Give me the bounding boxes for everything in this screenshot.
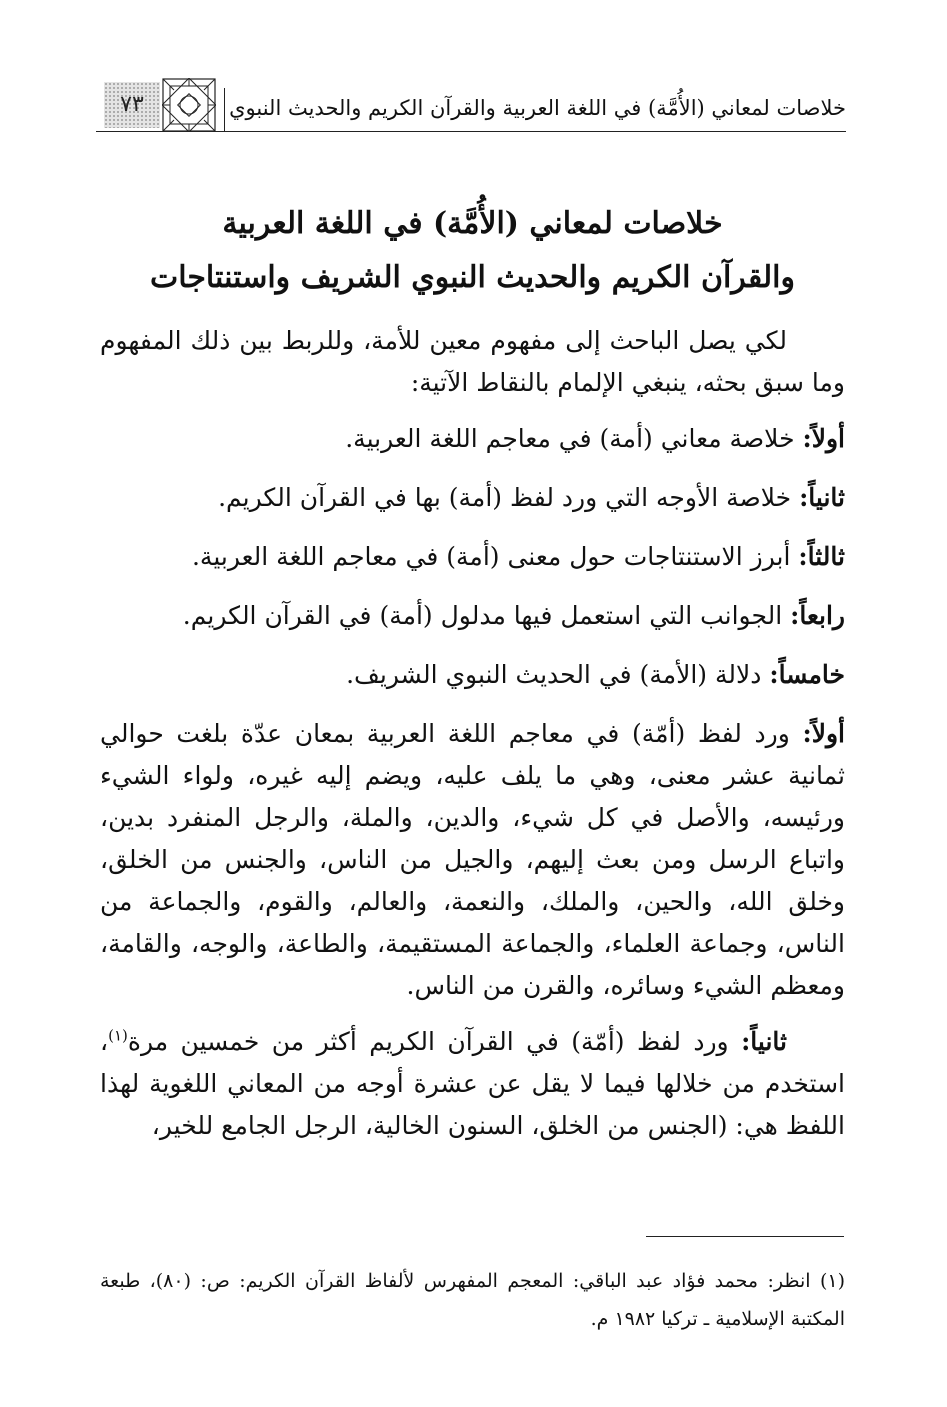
section-1-paragraph [100,713,845,1007]
running-header [96,72,846,134]
header-rule [96,131,846,132]
section-1-text: ورد لفظ (أمّة) في معاجم اللغة العربية بمعان عدّة بلغت حوالي ثمانية عشر معنى، وهي ما يلف عليه، ويضم إليه غيره، ولواء الشيء ورئيسه، والأصل في كل شيء، والدين، والملة، والرجل المنفرد بدين، واتباع الرسل ومن بعث إليهم، والجيل من الناس، والجنس من الخلق، وخلق الله، والحين، والملك، والنعمة، والعالم، والقوم، والجماعة من الناس، وجماعة العلماء، والجماعة المستقيمة، والطاعة، والوجه، والقامة، ومعظم الشيء وسائره، والقرن من الناس. [100,719,845,1000]
intro-paragraph: لكي يصل الباحث إلى مفهوم معين للأمة، وللربط بين ذلك المفهوم وما سبق بحثه، ينبغي الإلمام بالنقاط الآتية: [100,326,845,397]
section-2-text: ورد لفظ (أمّة) في القرآن الكريم أكثر من خمسين مرة [127,1027,742,1056]
point-2 [100,477,845,519]
point-2-lead: ثانياً: [799,483,845,512]
footnote-ref-1[interactable]: (١) [108,1026,128,1045]
footnote-1: (١) انظر: محمد فؤاد عبد الباقي: المعجم المفهرس لألفاظ القرآن الكريم: ص: (٨٠)، طبعة المكتبة الإسلامية ـ تركيا ١٩٨٢ م. [100,1270,846,1330]
body-text [100,320,845,1161]
section-2-paragraph [100,1021,845,1147]
point-1-lead: أولاً: [802,424,845,453]
point-3 [100,536,845,578]
section-2-lead: ثانياً: [741,1027,787,1056]
section-2-text-cont: ، استخدم من خلالها فيما لا يقل عن عشرة أوجه من المعاني اللغوية لهذا اللفظ هي: (الجنس من الخلق، السنون الخالية، الرجل الجامع للخير، [100,1027,845,1140]
running-title: خلاصات لمعاني (الأُمَّة) في اللغة العربية والقرآن الكريم والحديث النبوي [229,96,846,120]
header-divider [224,88,225,132]
point-5 [100,654,845,696]
point-4-text: الجوانب التي استعمل فيها مدلول (أمة) في القرآن الكريم. [182,601,791,630]
point-4-lead: رابعاً: [790,601,845,630]
ornament-icon [162,78,216,132]
page-number-box [104,82,160,128]
point-4 [100,595,845,637]
point-3-lead: ثالثاً: [798,542,845,571]
page-number: ٧٣ [120,92,144,117]
point-3-text: أبرز الاستنتاجات حول معنى (أمة) في معاجم اللغة العربية. [191,542,799,571]
page-title-line-1: خلاصات لمعاني (الأُمَّة) في اللغة العربية [222,206,723,241]
point-5-text: دلالة (الأمة) في الحديث النبوي الشريف. [346,660,770,689]
point-5-lead: خامساً: [769,660,845,689]
footnote-rule [646,1236,844,1237]
point-2-text: خلاصة الأوجه التي ورد لفظ (أمة) بها في القرآن الكريم. [218,483,800,512]
section-1-lead: أولاً: [802,719,845,748]
point-1-text: خلاصة معاني (أمة) في معاجم اللغة العربية. [345,424,803,453]
point-1 [100,418,845,460]
footnotes [100,1262,845,1338]
page-title-line-2: والقرآن الكريم والحديث النبوي الشريف واستنتاجات [149,260,795,295]
